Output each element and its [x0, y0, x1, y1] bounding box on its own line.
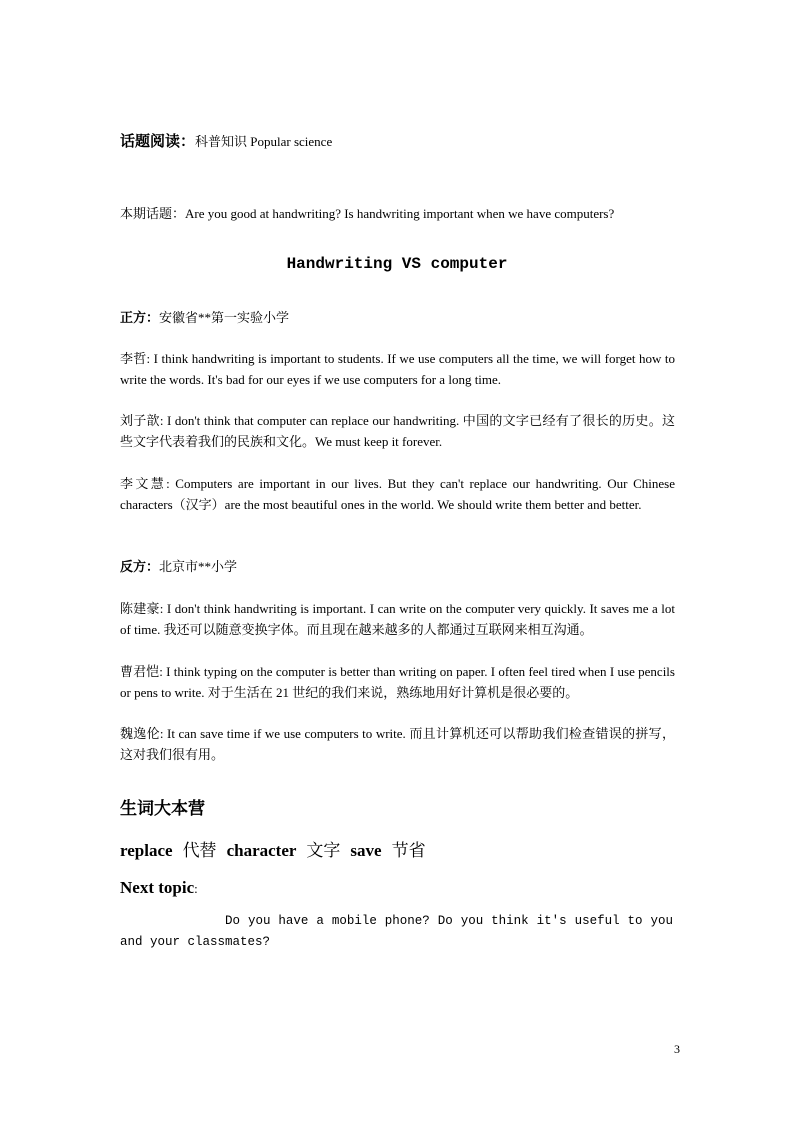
speaker-paragraph [120, 410, 675, 452]
speaker-paragraph [120, 598, 675, 640]
speaker-paragraph [120, 661, 675, 703]
pro-side-school: 安徽省**第一实验小学 [159, 310, 290, 325]
next-topic-colon: : [194, 881, 198, 896]
con-side-header [120, 556, 680, 577]
speaker-paragraph [120, 473, 675, 515]
speaker-text: : I don't think that computer can replace our handwriting. 中国的文字已经有了很长的历史。这些文字代表着我们的民族和文化。We must keep it forever. [120, 413, 675, 449]
speaker-text: : Computers are important in our lives. But they can't replace our handwriting. Our Chinese characters（汉字）are the most beautiful ones in the world. We should write them better and better. [120, 476, 675, 512]
vocab-meaning: 代替 [182, 841, 217, 860]
current-topic-label: 本期话题： [120, 206, 186, 221]
topic-reading-value: 科普知识 Popular science [195, 134, 333, 149]
speaker-text: : I don't think handwriting is important. I can write on the computer very quickly. It saves me a lot of time. 我还可以随意变换字体。而且现在越来越多的人都通过互联网来相互沟通。 [120, 601, 675, 637]
con-side-label: 反方： [120, 559, 160, 574]
topic-reading-line [120, 130, 680, 151]
speaker-paragraph [120, 348, 675, 390]
vocab-list [120, 836, 680, 861]
next-topic-text: Do you have a mobile phone? Do you think it's useful to you and your classmates? [120, 914, 673, 949]
next-topic-label: Next topic [120, 878, 195, 897]
speaker-text: : It can save time if we use computers to write. 而且计算机还可以帮助我们检查错误的拼写，这对我们很有用。 [120, 726, 675, 762]
current-topic-line [120, 203, 690, 224]
topic-reading-colon: ： [180, 134, 196, 150]
vocab-word: replace [120, 841, 173, 860]
speaker-text: : I think typing on the computer is better than writing on paper. I often feel tired when I use pencils or pens to write. 对于生活在 21 世纪的我们来说，熟练地用好计算机是很必要的。 [120, 664, 675, 700]
speaker-name: 刘子歆 [120, 413, 160, 428]
pro-side-header [120, 307, 680, 328]
vocab-meaning: 节省 [391, 841, 426, 860]
speaker-text: : I think handwriting is important to students. If we use computers all the time, we will forget how to write the words. It's bad for our eyes if we use computers for a long time. [120, 351, 675, 387]
speaker-name: 李文慧 [120, 476, 167, 491]
current-topic-text: Are you good at handwriting? Is handwriting important when we have computers? [185, 206, 615, 221]
topic-reading-label: 话题阅读 [120, 134, 181, 150]
article-title: Handwriting VS computer [286, 255, 508, 273]
page-number: 3 [674, 1042, 680, 1056]
speaker-name: 李哲 [120, 351, 147, 366]
speaker-name: 曹君恺 [120, 664, 160, 679]
con-side-school: 北京市**小学 [159, 559, 238, 574]
speaker-name: 陈建豪 [120, 601, 160, 616]
vocab-word: character [226, 841, 297, 860]
pro-side-label: 正方： [120, 310, 160, 325]
vocab-heading: 生词大本营 [120, 799, 205, 818]
speaker-paragraph [120, 723, 675, 765]
vocab-word: save [350, 841, 382, 860]
vocab-meaning: 文字 [306, 841, 341, 860]
speaker-name: 魏逸伦 [120, 726, 160, 741]
next-topic-heading [120, 878, 420, 898]
